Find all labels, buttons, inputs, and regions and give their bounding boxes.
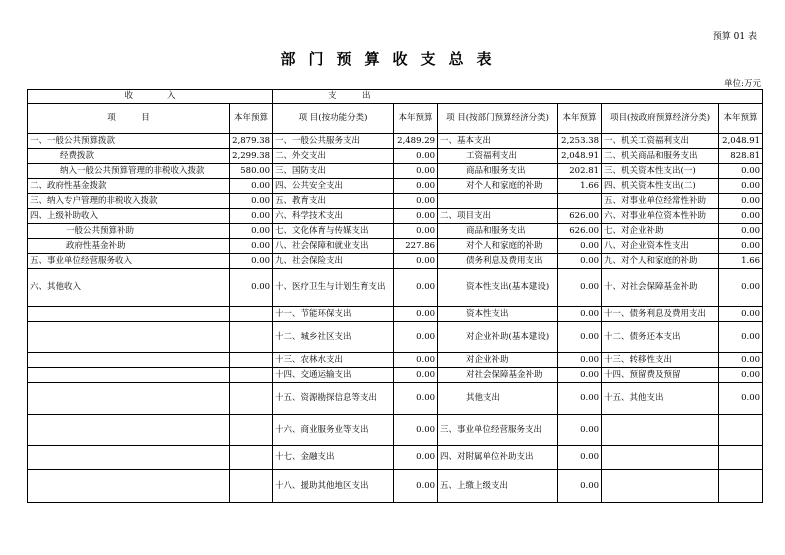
dept-econ-item-cell: 三、事业单位经营服务支出 — [438, 415, 558, 446]
income-budget-cell — [230, 470, 273, 503]
income-budget-cell: 0.00 — [230, 239, 273, 254]
table-row — [28, 239, 763, 254]
table-row — [28, 269, 763, 307]
dept-econ-item-cell: 商品和服务支出 — [438, 224, 558, 239]
income-budget-cell — [230, 446, 273, 470]
table-row — [28, 446, 763, 470]
gov-econ-budget-cell: 0.00 — [719, 368, 763, 383]
functional-item-cell: 八、社会保障和就业支出 — [273, 239, 394, 254]
income-item-cell — [28, 353, 230, 368]
functional-budget-cell: 227.86 — [394, 239, 438, 254]
unit-label: 单位:万元 — [724, 79, 761, 89]
functional-item-header: 项 目(按功能分类) — [273, 104, 394, 134]
gov-econ-budget-cell — [719, 470, 763, 503]
gov-econ-item-cell: 二、机关商品和服务支出 — [602, 149, 719, 164]
gov-econ-item-cell: 一、机关工资福利支出 — [602, 134, 719, 149]
dept-econ-budget-cell: 0.00 — [558, 307, 602, 322]
form-code: 预算 01 表 — [712, 32, 757, 42]
gov-econ-item-cell: 十三、转移性支出 — [602, 353, 719, 368]
functional-budget-cell: 0.00 — [394, 353, 438, 368]
dept-econ-budget-cell: 0.00 — [558, 470, 602, 503]
functional-budget-cell: 0.00 — [394, 322, 438, 353]
dept-econ-budget-cell: 0.00 — [558, 239, 602, 254]
gov-econ-item-cell — [602, 446, 719, 470]
dept-econ-item-cell: 对个人和家庭的补助 — [438, 239, 558, 254]
table-row — [28, 194, 763, 209]
functional-budget-cell: 0.00 — [394, 194, 438, 209]
functional-item-cell: 十四、交通运输支出 — [273, 368, 394, 383]
dept-econ-budget-cell: 202.81 — [558, 164, 602, 179]
section-header-row — [28, 90, 763, 104]
functional-item-cell: 三、国防支出 — [273, 164, 394, 179]
income-item-cell: 四、上级补助收入 — [28, 209, 230, 224]
dept-econ-budget-cell: 0.00 — [558, 254, 602, 269]
gov-econ-budget-cell: 0.00 — [719, 353, 763, 368]
dept-econ-item-cell: 对个人和家庭的补助 — [438, 179, 558, 194]
income-item-cell — [28, 415, 230, 446]
dept-econ-item-cell: 资本性支出(基本建设) — [438, 269, 558, 307]
dept-econ-budget-header: 本年预算 — [558, 104, 602, 134]
gov-econ-item-cell: 四、机关资本性支出(二) — [602, 179, 719, 194]
table-row — [28, 383, 763, 415]
dept-econ-item-cell: 工资福利支出 — [438, 149, 558, 164]
income-budget-cell: 0.00 — [230, 269, 273, 307]
gov-econ-item-cell: 十五、其他支出 — [602, 383, 719, 415]
income-item-cell — [28, 446, 230, 470]
gov-econ-item-cell — [602, 415, 719, 446]
income-item-cell: 三、纳入专户管理的非税收入拨款 — [28, 194, 230, 209]
functional-item-cell: 十六、商业服务业等支出 — [273, 415, 394, 446]
table-row — [28, 224, 763, 239]
income-budget-cell: 580.00 — [230, 164, 273, 179]
gov-econ-budget-cell: 828.81 — [719, 149, 763, 164]
functional-item-cell: 十一、节能环保支出 — [273, 307, 394, 322]
functional-budget-cell: 0.00 — [394, 179, 438, 194]
dept-econ-budget-cell: 626.00 — [558, 224, 602, 239]
dept-econ-item-cell: 五、上缴上级支出 — [438, 470, 558, 503]
income-item-cell — [28, 322, 230, 353]
functional-item-cell: 十五、资源勘探信息等支出 — [273, 383, 394, 415]
functional-item-cell: 十八、援助其他地区支出 — [273, 470, 394, 503]
table-row — [28, 470, 763, 503]
functional-item-cell: 七、文化体育与传媒支出 — [273, 224, 394, 239]
income-budget-cell: 0.00 — [230, 254, 273, 269]
gov-econ-budget-cell: 0.00 — [719, 209, 763, 224]
dept-econ-budget-cell: 626.00 — [558, 209, 602, 224]
functional-budget-cell: 0.00 — [394, 149, 438, 164]
functional-budget-cell: 0.00 — [394, 209, 438, 224]
gov-econ-item-cell: 十四、预留费及预留 — [602, 368, 719, 383]
dept-econ-budget-cell: 0.00 — [558, 383, 602, 415]
dept-econ-budget-cell: 0.00 — [558, 269, 602, 307]
gov-econ-item-cell: 六、对事业单位资本性补助 — [602, 209, 719, 224]
functional-budget-cell: 0.00 — [394, 307, 438, 322]
gov-econ-item-cell: 十二、债务还本支出 — [602, 322, 719, 353]
gov-econ-item-cell: 三、机关资本性支出(一) — [602, 164, 719, 179]
gov-econ-item-cell: 八、对企业资本性支出 — [602, 239, 719, 254]
dept-econ-item-cell: 资本性支出 — [438, 307, 558, 322]
table-row — [28, 149, 763, 164]
income-budget-cell: 0.00 — [230, 209, 273, 224]
gov-econ-budget-cell: 0.00 — [719, 194, 763, 209]
dept-econ-item-cell: 其他支出 — [438, 383, 558, 415]
income-budget-cell — [230, 415, 273, 446]
income-item-cell: 纳入一般公共预算管理的非税收入拨款 — [28, 164, 230, 179]
income-item-header: 项 目 — [28, 104, 230, 134]
dept-econ-item-cell: 一、基本支出 — [438, 134, 558, 149]
functional-item-cell: 一、一般公共服务支出 — [273, 134, 394, 149]
income-item-cell — [28, 470, 230, 503]
income-item-cell: 一、一般公共预算拨款 — [28, 134, 230, 149]
functional-budget-cell: 0.00 — [394, 164, 438, 179]
dept-econ-budget-cell: 2,048.91 — [558, 149, 602, 164]
table-row — [28, 353, 763, 368]
dept-econ-budget-cell: 0.00 — [558, 368, 602, 383]
expense-header: 支 出 — [273, 90, 763, 104]
income-item-cell — [28, 368, 230, 383]
functional-budget-cell: 2,489.29 — [394, 134, 438, 149]
functional-item-cell: 十三、农林水支出 — [273, 353, 394, 368]
gov-econ-budget-cell — [719, 446, 763, 470]
column-header-row — [28, 104, 763, 134]
dept-econ-budget-cell: 1.66 — [558, 179, 602, 194]
gov-econ-budget-cell: 0.00 — [719, 239, 763, 254]
income-item-cell: 五、事业单位经营服务收入 — [28, 254, 230, 269]
income-item-cell — [28, 383, 230, 415]
income-item-cell: 六、其他收入 — [28, 269, 230, 307]
gov-econ-budget-cell: 0.00 — [719, 164, 763, 179]
functional-budget-cell: 0.00 — [394, 254, 438, 269]
table-row — [28, 209, 763, 224]
income-budget-cell: 2,879.38 — [230, 134, 273, 149]
functional-item-cell: 四、公共安全支出 — [273, 179, 394, 194]
table-row — [28, 179, 763, 194]
dept-econ-item-cell: 对企业补助(基本建设) — [438, 322, 558, 353]
functional-budget-header: 本年预算 — [394, 104, 438, 134]
functional-item-cell: 十七、金融支出 — [273, 446, 394, 470]
dept-econ-budget-cell: 0.00 — [558, 322, 602, 353]
functional-item-cell: 十二、城乡社区支出 — [273, 322, 394, 353]
dept-econ-budget-cell: 2,253.38 — [558, 134, 602, 149]
gov-econ-budget-cell: 0.00 — [719, 269, 763, 307]
dept-econ-item-cell: 商品和服务支出 — [438, 164, 558, 179]
table-row — [28, 307, 763, 322]
functional-item-cell: 十、医疗卫生与计划生育支出 — [273, 269, 394, 307]
dept-econ-item-header: 项 目(按部门预算经济分类) — [438, 104, 558, 134]
gov-econ-item-cell: 十一、债务利息及费用支出 — [602, 307, 719, 322]
gov-econ-budget-cell: 0.00 — [719, 383, 763, 415]
table-row — [28, 368, 763, 383]
income-budget-cell — [230, 383, 273, 415]
income-budget-cell — [230, 322, 273, 353]
income-budget-cell: 0.00 — [230, 224, 273, 239]
gov-econ-budget-cell: 0.00 — [719, 179, 763, 194]
income-budget-cell: 2,299.38 — [230, 149, 273, 164]
dept-econ-item-cell: 四、对附属单位补助支出 — [438, 446, 558, 470]
gov-econ-item-cell: 九、对个人和家庭的补助 — [602, 254, 719, 269]
page-title: 部门预算收支总表 — [280, 50, 505, 68]
functional-item-cell: 六、科学技术支出 — [273, 209, 394, 224]
functional-item-cell: 九、社会保险支出 — [273, 254, 394, 269]
dept-econ-budget-cell — [558, 194, 602, 209]
gov-econ-item-cell: 十、对社会保障基金补助 — [602, 269, 719, 307]
table-row — [28, 254, 763, 269]
income-budget-cell: 0.00 — [230, 179, 273, 194]
table-row — [28, 164, 763, 179]
dept-econ-budget-cell: 0.00 — [558, 446, 602, 470]
gov-econ-budget-cell: 0.00 — [719, 322, 763, 353]
budget-summary-table — [27, 89, 763, 503]
functional-budget-cell: 0.00 — [394, 269, 438, 307]
dept-econ-item-cell: 债务利息及费用支出 — [438, 254, 558, 269]
gov-econ-budget-cell: 0.00 — [719, 307, 763, 322]
table-row — [28, 134, 763, 149]
dept-econ-budget-cell: 0.00 — [558, 353, 602, 368]
gov-econ-budget-header: 本年预算 — [719, 104, 763, 134]
gov-econ-budget-cell: 1.66 — [719, 254, 763, 269]
functional-item-cell: 二、外交支出 — [273, 149, 394, 164]
functional-budget-cell: 0.00 — [394, 224, 438, 239]
income-item-cell: 二、政府性基金拨款 — [28, 179, 230, 194]
gov-econ-item-header: 项目(按政府预算经济分类) — [602, 104, 719, 134]
income-item-cell: 政府性基金补助 — [28, 239, 230, 254]
gov-econ-budget-cell: 2,048.91 — [719, 134, 763, 149]
income-budget-header: 本年预算 — [230, 104, 273, 134]
dept-econ-item-cell: 二、项目支出 — [438, 209, 558, 224]
gov-econ-item-cell: 五、对事业单位经常性补助 — [602, 194, 719, 209]
dept-econ-item-cell — [438, 194, 558, 209]
gov-econ-budget-cell — [719, 415, 763, 446]
gov-econ-item-cell — [602, 470, 719, 503]
dept-econ-budget-cell: 0.00 — [558, 415, 602, 446]
functional-budget-cell: 0.00 — [394, 383, 438, 415]
functional-item-cell: 五、教育支出 — [273, 194, 394, 209]
income-item-cell: 经费拨款 — [28, 149, 230, 164]
functional-budget-cell: 0.00 — [394, 470, 438, 503]
income-budget-cell — [230, 307, 273, 322]
income-item-cell — [28, 307, 230, 322]
gov-econ-budget-cell: 0.00 — [719, 224, 763, 239]
dept-econ-item-cell: 对社会保障基金补助 — [438, 368, 558, 383]
income-item-cell: 一般公共预算补助 — [28, 224, 230, 239]
gov-econ-item-cell: 七、对企业补助 — [602, 224, 719, 239]
income-budget-cell — [230, 353, 273, 368]
functional-budget-cell: 0.00 — [394, 446, 438, 470]
functional-budget-cell: 0.00 — [394, 368, 438, 383]
income-budget-cell — [230, 368, 273, 383]
dept-econ-item-cell: 对企业补助 — [438, 353, 558, 368]
income-header: 收 入 — [28, 90, 273, 104]
functional-budget-cell: 0.00 — [394, 415, 438, 446]
table-row — [28, 415, 763, 446]
table-row — [28, 322, 763, 353]
income-budget-cell: 0.00 — [230, 194, 273, 209]
